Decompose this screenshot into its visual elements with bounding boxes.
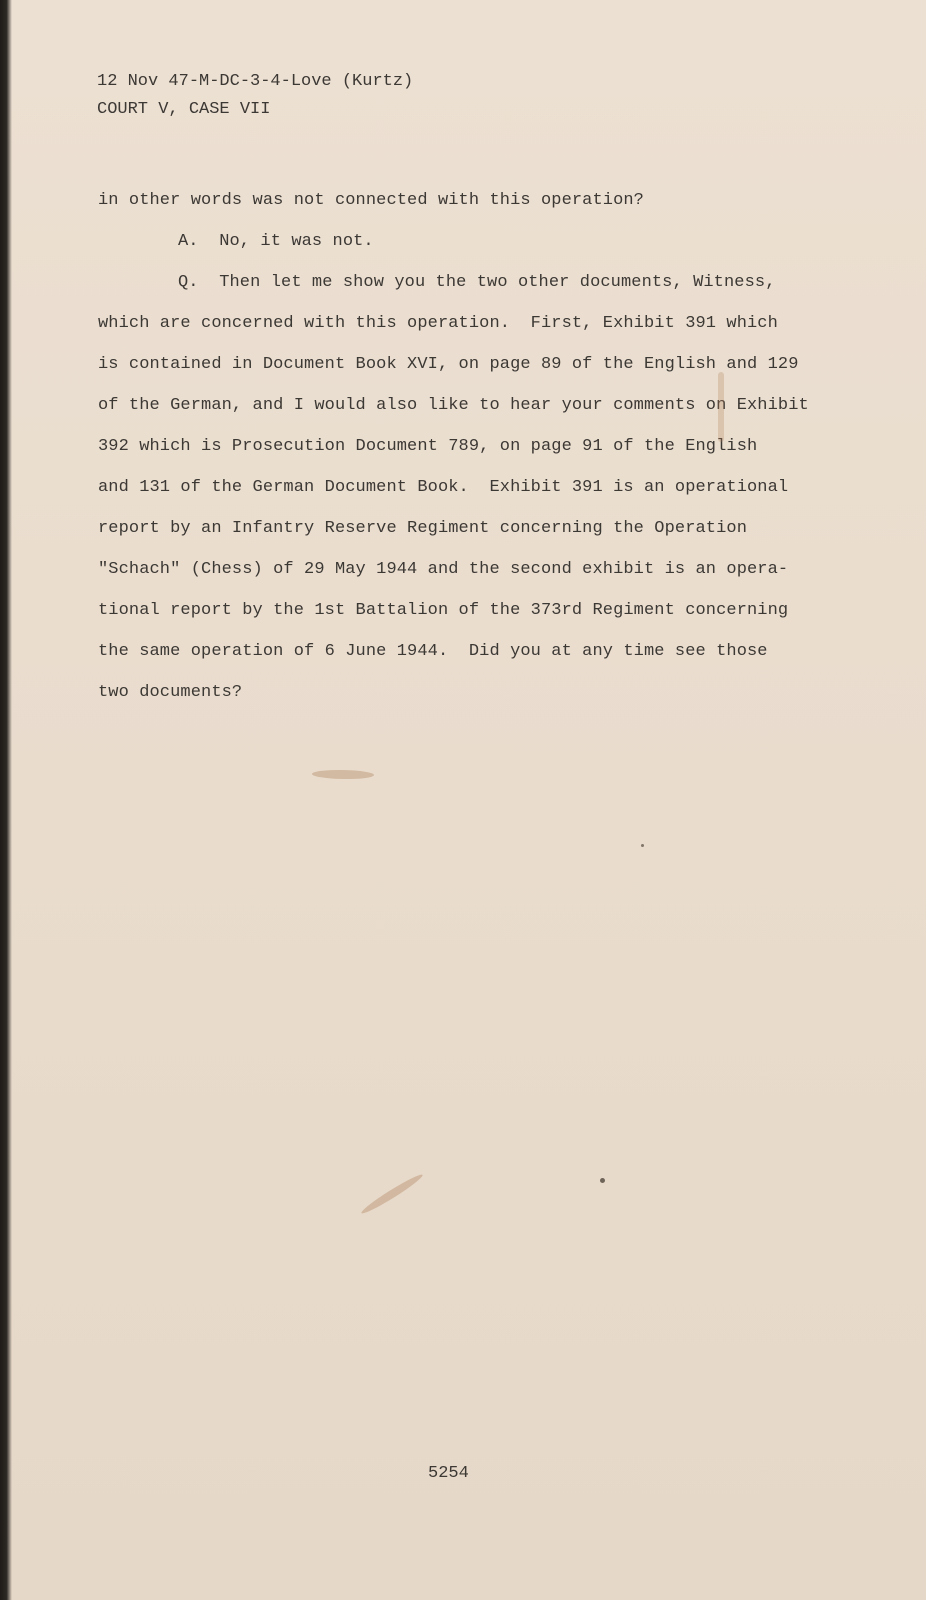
transcript-answer: A. No, it was not. — [178, 232, 374, 251]
transcript-line: the same operation of 6 June 1944. Did you at any time see those — [98, 642, 768, 661]
transcript-question: Q. Then let me show you the two other documents, Witness, — [178, 273, 776, 292]
paper-stain — [718, 372, 724, 442]
transcript-line: two documents? — [98, 683, 243, 702]
transcript-line: which are concerned with this operation. First, Exhibit 391 which — [98, 314, 778, 333]
transcript-line: report by an Infantry Reserve Regiment concerning the Operation — [98, 519, 748, 538]
page-number: 5254 — [428, 1464, 469, 1483]
paper-speck — [641, 844, 644, 847]
torn-left-edge — [0, 0, 12, 1600]
header-court-line: COURT V, CASE VII — [97, 100, 271, 119]
transcript-line: of the German, and I would also like to hear your comments on Exhibit — [98, 396, 809, 415]
paper-speck — [600, 1178, 605, 1183]
transcript-line: tional report by the 1st Battalion of the 373rd Regiment concerning — [98, 601, 789, 620]
paper-stain — [359, 1172, 424, 1217]
transcript-line: and 131 of the German Document Book. Exhibit 391 is an operational — [98, 478, 789, 497]
transcript-line: "Schach" (Chess) of 29 May 1944 and the second exhibit is an opera- — [98, 560, 789, 579]
transcript-line: in other words was not connected with this operation? — [98, 191, 644, 210]
paper-stain — [312, 769, 374, 779]
transcript-line: is contained in Document Book XVI, on page 89 of the English and 129 — [98, 355, 799, 374]
header-date-line: 12 Nov 47-M-DC-3-4-Love (Kurtz) — [97, 72, 414, 91]
transcript-line: 392 which is Prosecution Document 789, on page 91 of the English — [98, 437, 758, 456]
